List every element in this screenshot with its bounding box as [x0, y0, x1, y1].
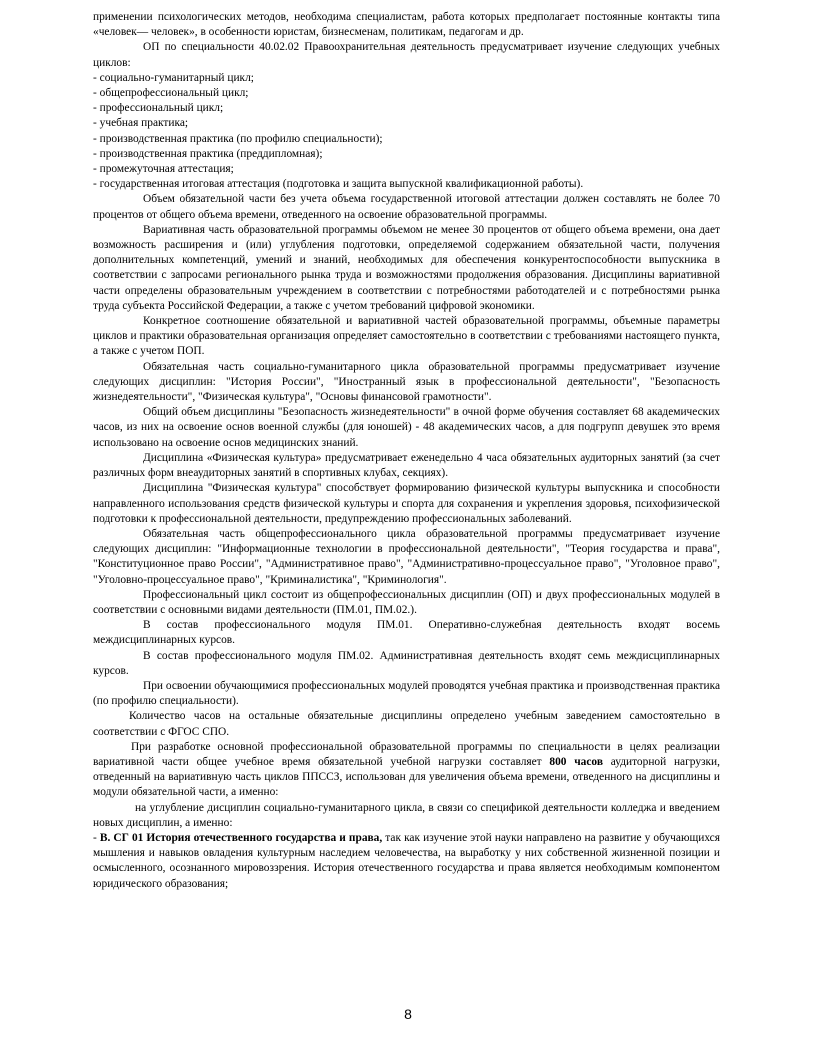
paragraph: применении психологических методов, необходима специалистам, работа которых предполагает постоянные контакты типа «человек— человек», в особенности юристам, бизнесменам, политикам, педагогам и др.: [93, 11, 720, 39]
list-item: - социально-гуманитарный цикл;: [93, 71, 254, 84]
paragraph: Объем обязательной части без учета объема государственной итоговой аттестации должен составлять не более 70 процентов от общего объема времени, отведенного на освоение образовательной программы.: [93, 193, 720, 221]
paragraph-text: так как изучение этой науки направлено на развитие у обучающихся мышления и навыков овладения культурным наследием человечества, на выработку у них собственной жизненной позиции и осмысленного, осознанного мировоззрения. История отечественного государства и права является необходимым компонентом юридического образования;: [93, 831, 720, 890]
paragraph: Количество часов на остальные обязательные дисциплины определено учебным заведением самостоятельно в соответствии с ФГОС СПО.: [93, 710, 720, 738]
paragraph-text: аудиторной нагрузки, отведенный на вариативную часть циклов ППССЗ, использован для увеличения объема времени, отведенного на дисциплины и модули обязательной части, а именно:: [93, 755, 721, 799]
paragraph-text: При разработке основной профессиональной образовательной программы по специальности в целях реализации вариативной части общее учебное время обязательной учебной нагрузки составляет: [93, 740, 720, 768]
paragraph: Обязательная часть социально-гуманитарного цикла образовательной программы предусматривает изучение следующих дисциплин: "История России", "Иностранный язык в профессиональной деятельности", "Безопасность жизнедеятельности", "Физическая культура", "Основы финансовой грамотности".: [93, 360, 720, 404]
list-item: - производственная практика (по профилю специальности);: [93, 132, 383, 145]
paragraph: Профессиональный цикл состоит из общепрофессиональных дисциплин (ОП) и двух профессиональных модулей в соответствии с основными видами деятельности (ПМ.01, ПМ.02.).: [93, 588, 720, 616]
paragraph: Общий объем дисциплины "Безопасность жизнедеятельности" в очной форме обучения составляет 68 академических часов, из них на освоение основ военной службы (для юношей) - 48 академических часов, а для подгрупп девушек это время использовано на освоение основ медицинских знаний.: [93, 406, 720, 449]
bullet-dash: -: [93, 831, 100, 844]
paragraph: Дисциплина «Физическая культура» предусматривает еженедельно 4 часа обязательных аудиторных занятий (за счет различных форм внеаудиторных занятий в спортивных клубах, секциях).: [93, 451, 720, 480]
paragraph: на углубление дисциплин социально-гуманитарного цикла, в связи со спецификой деятельности колледжа и введением новых дисциплин, а именно:: [93, 801, 720, 829]
list-item: - общепрофессиональный цикл;: [93, 87, 249, 100]
paragraph: [93, 740, 720, 801]
discipline-title: В. СГ 01 История отечественного государства и права,: [99, 831, 383, 844]
list-item: - производственная практика (преддипломная);: [93, 147, 323, 160]
list-item: - учебная практика;: [93, 117, 189, 130]
list-item: - государственная итоговая аттестация (подготовка и защита выпускной квалификационной работы).: [93, 178, 584, 191]
highlight-hours: 800 часов: [549, 755, 603, 768]
document-body: [93, 10, 720, 892]
paragraph: В состав профессионального модуля ПМ.02. Административная деятельность входят семь междисциплинарных курсов.: [93, 649, 720, 677]
paragraph: При освоении обучающимися профессиональных модулей проводятся учебная практика и производственная практика (по профилю специальности).: [93, 679, 720, 708]
paragraph: Вариативная часть образовательной программы объемом не менее 30 процентов от общего объема времени, она дает возможность расширения и (или) углубления подготовки, определяемой содержанием обязательной части, получения дополнительных компетенций, умений и знаний, необходимых для обеспечения конкурентоспособности выпускника в соответствии с запросами регионального рынка труда и возможностями продолжения образования. Дисциплины вариативной части определены образовательным учреждением в соответствии с потребностями работодателей и с потребностями рынка труда субъекта Российской Федерации, а также с учетом требований цифровой экономики.: [93, 223, 720, 312]
list-item: - профессиональный цикл;: [93, 102, 224, 115]
paragraph: ОП по специальности 40.02.02 Правоохранительная деятельность предусматривает изучение следующих учебных циклов:: [93, 41, 720, 69]
page-number: 8: [404, 1006, 412, 1022]
paragraph: [93, 831, 720, 892]
paragraph: Обязательная часть общепрофессионального цикла образовательной программы предусматривает изучение следующих дисциплин: "Информационные технологии в профессиональной деятельности", "Теория государства и права", "Конституционное право России", "Административное право", "Административно-процессуальное право", "Уголовное право", "Уголовно-процессуальное право", "Криминалистика", "Криминология".: [93, 527, 720, 586]
paragraph: В состав профессионального модуля ПМ.01. Оперативно-служебная деятельность входят восемь междисциплинарных курсов.: [93, 619, 720, 647]
paragraph: Конкретное соотношение обязательной и вариативной частей образовательной программы, объемные параметры циклов и практики образовательная организация определяет самостоятельно в соответствии с требованиями настоящего пункта, а также с учетом ПОП.: [93, 315, 720, 358]
list-item: - промежуточная аттестация;: [93, 163, 234, 176]
paragraph: Дисциплина "Физическая культура" способствует формированию физической культуры выпускника и способности направленного использования средств физической культуры и спорта для сохранения и укрепления здоровья, психофизической подготовки к профессиональной деятельности, предупреждению профессиональных заболеваний.: [93, 482, 720, 525]
